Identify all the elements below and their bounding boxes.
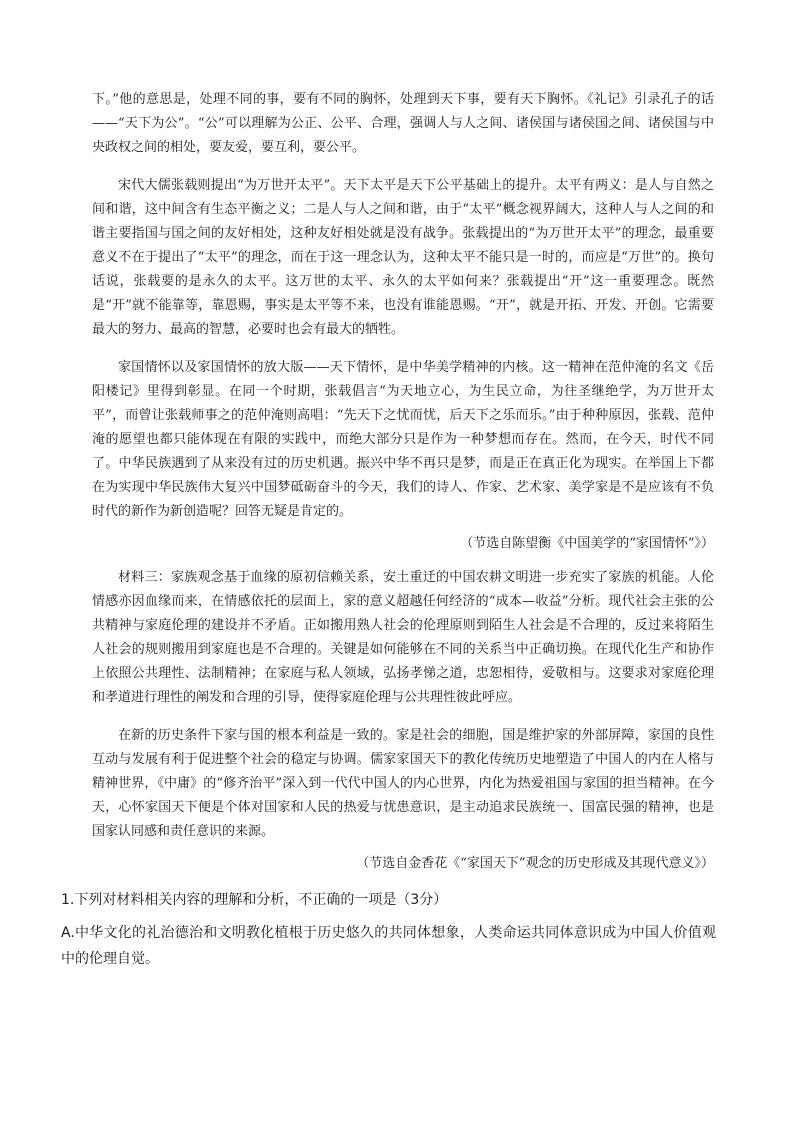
option-a: A.中华文化的礼治德治和文明教化植根于历史悠久的共同体想象，人类命运共同体意识成为中国人价值观中的伦理自觉。 xyxy=(61,925,716,967)
question-stem: 1.下列对材料相关内容的理解和分析，不正确的一项是（3分） xyxy=(61,892,448,908)
paragraph-material-3: 材料三：家族观念基于血缘的原初信赖关系，安土重迁的中国农耕文明进一步充实了家族的机能。人伦情感亦因血缘而来，在情感依托的层面上，家的意义超越任何经济的“成本—收益”分析。现代社会主张的公共精神与家庭伦理的建设并不矛盾。正如搬用熟人社会的伦理原则到陌生人社会是不合理的，反过来将陌生人社会的规则搬用到家庭也是不合理的。关键是如何能够在不同的关系当中正确切换。在现代化生产和协作上依照公共理性、法制精神；在家庭与私人领域，弘扬孝悌之道，忠恕相待，爱敬相与。这要求对家庭伦理和孝道进行理性的阐发和合理的引导，使得家庭伦理与公共理性彼此呼应。 xyxy=(92,570,714,705)
paragraph-1: 下。”他的意思是，处理不同的事，要有不同的胸怀，处理到天下事，要有天下胸怀。《礼记》引录孔子的话——“天下为公”。“公”可以理解为公正、公平、合理，强调人与人之间、诸侯国与诸侯国之间、诸侯国与中央政权之间的相处，要友爱，要互利，要公平。 xyxy=(92,92,714,155)
paragraph-5: 在新的历史条件下家与国的根本利益是一致的。家是社会的细胞，国是维护家的外部屏障，家国的良性互动与发展有利于促进整个社会的稳定与协调。儒家家国天下的教化传统历史地塑造了中国人的内在人格与精神世界，《中庸》的“修齐治平”深入到一代代中国人的内心世界，内化为热爱祖国与家国的担当精神。在今天，心怀家国天下便是个体对国家和人民的热爱与忧患意识，是主动追求民族统一、国富民强的精神，也是国家认同感和责任意识的来源。 xyxy=(92,728,714,839)
source-citation-2: （节选自金香花《“家国天下”观念的历史形成及其现代意义》） xyxy=(356,856,714,871)
document-page xyxy=(61,88,716,972)
paragraph-2: 宋代大儒张载则提出“为万世开太平”。天下太平是天下公平基础上的提升。太平有两义：是人与自然之间和谐，这中间含有生态平衡之义；二是人与人之间和谐，由于“太平”概念视界阔大，这种人与人之间的和谐主要指国与国之间的友好相处，这种友好相处就是没有战争。张载提出的“为万世开太平”的理念，最重要意义不在于提出了“太平”的理念，而在于这一理念认为，这种太平不能只是一时的，而应是“万世”的。换句话说，张载要的是永久的太平。这万世的太平、永久的太平如何来？张载提出“开”这一重要理念。既然是“开”就不能靠等，靠恩赐，事实是太平等不来，也没有谁能恩赐。“开”，就是开拓、开发、开创。它需要最大的努力、最高的智慧，必要时也会有最大的牺牲。 xyxy=(92,178,714,337)
paragraph-3: 家国情怀以及家国情怀的放大版——天下情怀，是中华美学精神的内核。这一精神在范仲淹的名文《岳阳楼记》里得到彰显。在同一个时期，张载倡言“为天地立心，为生民立命，为往圣继绝学，为万世开太平”，而曾让张载师事之的范仲淹则高唱：“先天下之忧而忧，后天下之乐而乐。”由于种种原因，张载、范仲淹的愿望也都只能体现在有限的实践中，而绝大部分只是作为一种梦想而存在。然而，在今天，时代不同了。中华民族遇到了从来没有过的历史机遇。振兴中华不再只是梦，而是正在真正化为现实。在举国上下都在为实现中华民族伟大复兴中国梦砥砺奋斗的今天，我们的诗人、作家、艺术家、美学家是不是应该有不负时代的新作为新创造呢？回答无疑是肯定的。 xyxy=(92,360,714,519)
source-citation-1: （节选自陈望衡《中国美学的“家国情怀”》） xyxy=(460,536,714,551)
